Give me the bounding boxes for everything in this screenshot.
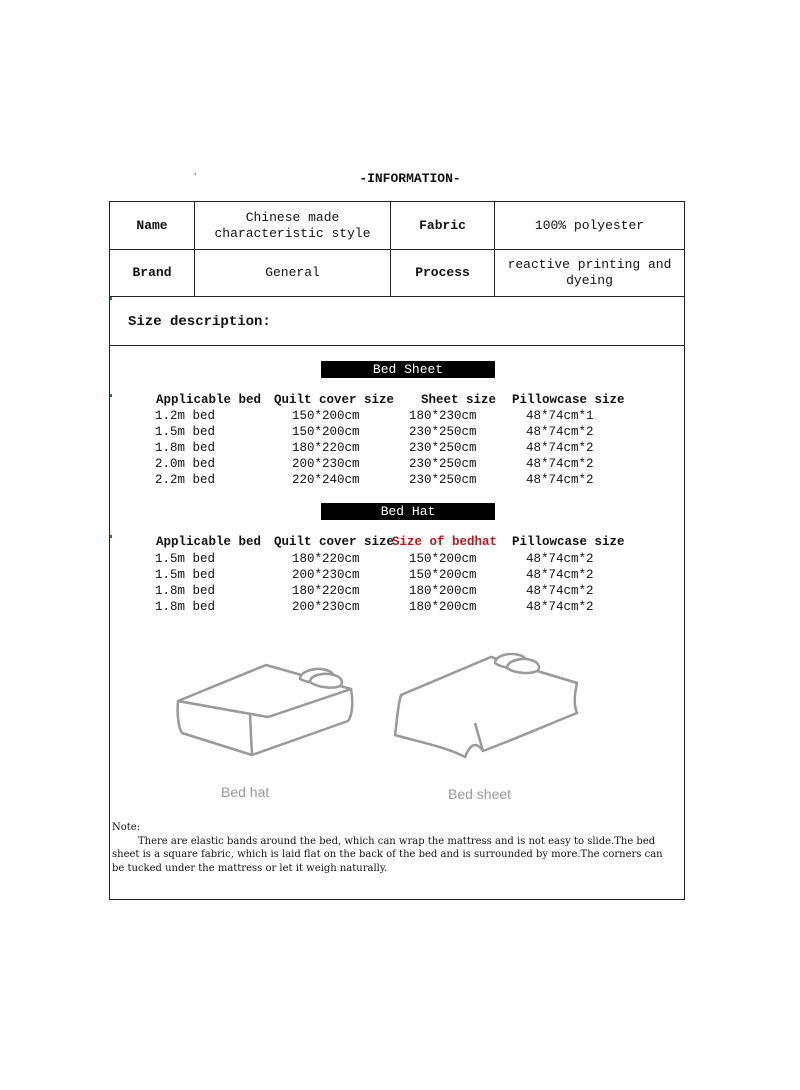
table-cell: 180*200cm <box>409 584 477 598</box>
table-header: Sheet size <box>421 393 497 407</box>
table-cell: 230*250cm <box>409 425 477 439</box>
table-cell: 48*74cm*2 <box>526 600 594 614</box>
table-cell: 180*200cm <box>409 600 477 614</box>
table-cell: 48*74cm*1 <box>526 409 594 423</box>
note <box>112 821 678 875</box>
size-description-label: Size description: <box>128 314 271 330</box>
table-cell: 1.8m bed <box>155 584 216 598</box>
table-cell: 1.2m bed <box>155 409 216 423</box>
row-divider <box>110 296 684 297</box>
table-cell: 48*74cm*2 <box>526 552 594 566</box>
table-cell: 1.5m bed <box>155 425 216 439</box>
table-cell: 230*250cm <box>409 457 477 471</box>
table-cell: 230*250cm <box>409 473 477 487</box>
table-cell: 1.8m bed <box>155 600 216 614</box>
table-cell: 1.5m bed <box>155 568 216 582</box>
table-header: Quilt cover size <box>274 535 395 549</box>
table-header: Applicable bed <box>156 393 262 407</box>
table-cell: 200*230cm <box>292 457 360 471</box>
table-header: Pillowcase size <box>512 535 625 549</box>
fabric-label: Fabric <box>419 217 466 233</box>
table-cell: 1.8m bed <box>155 441 216 455</box>
table-cell: 1.5m bed <box>155 552 216 566</box>
table-cell: 230*250cm <box>409 441 477 455</box>
table-cell: 48*74cm*2 <box>526 568 594 582</box>
stray-mark: · <box>193 170 198 179</box>
table-cell: 180*220cm <box>292 441 360 455</box>
name-label: Name <box>136 217 168 233</box>
table-cell: 220*240cm <box>292 473 360 487</box>
table-cell: 48*74cm*2 <box>526 425 594 439</box>
row-divider <box>110 345 684 346</box>
table-cell: 150*200cm <box>292 409 360 423</box>
table-cell: 180*220cm <box>292 552 360 566</box>
bed-hat-illustration <box>172 653 362 763</box>
green-mark <box>110 535 112 538</box>
name-value: Chinese made characteristic style <box>214 209 371 241</box>
table-cell: 48*74cm*2 <box>526 441 594 455</box>
info-frame <box>109 201 685 900</box>
bed-hat-banner: Bed Hat <box>321 503 495 520</box>
note-text: There are elastic bands around the bed, which can wrap the mattress and is not easy to slide.The bed sheet is a square fabric, which is laid flat on the back of the bed and is surrounded by more.The corners can be tucked under the mattress or let it weigh naturally. <box>112 835 663 874</box>
table-cell: 48*74cm*2 <box>526 457 594 471</box>
note-label: Note: <box>112 822 141 833</box>
bed-sheet-caption: Bed sheet <box>448 786 512 802</box>
table-cell: 150*200cm <box>409 552 477 566</box>
bed-sheet-illustration <box>391 653 583 765</box>
table-header: Applicable bed <box>156 535 262 549</box>
table-cell: 48*74cm*2 <box>526 473 594 487</box>
bed-hat-caption: Bed hat <box>221 784 270 800</box>
green-mark <box>110 297 112 300</box>
page-title: -INFORMATION- <box>359 171 461 186</box>
table-cell: 2.2m bed <box>155 473 216 487</box>
table-header: Quilt cover size <box>274 393 395 407</box>
table-cell: 150*200cm <box>409 568 477 582</box>
table-cell: 150*200cm <box>292 425 360 439</box>
table-header: Pillowcase size <box>512 393 625 407</box>
table-cell: 48*74cm*2 <box>526 584 594 598</box>
fabric-value: 100% polyester <box>534 217 645 233</box>
green-mark <box>110 394 112 397</box>
process-label: Process <box>415 265 470 280</box>
bed-sheet-banner: Bed Sheet <box>321 361 495 378</box>
brand-label: Brand <box>132 265 172 280</box>
table-cell: 180*220cm <box>292 584 360 598</box>
brand-value: General <box>265 265 320 280</box>
table-cell: 200*230cm <box>292 600 360 614</box>
table-cell: 200*230cm <box>292 568 360 582</box>
process-value: reactive printing and dyeing <box>507 257 672 288</box>
table-cell: 2.0m bed <box>155 457 216 471</box>
table-cell: 180*230cm <box>409 409 477 423</box>
table-header: Size of bedhat <box>392 535 498 549</box>
